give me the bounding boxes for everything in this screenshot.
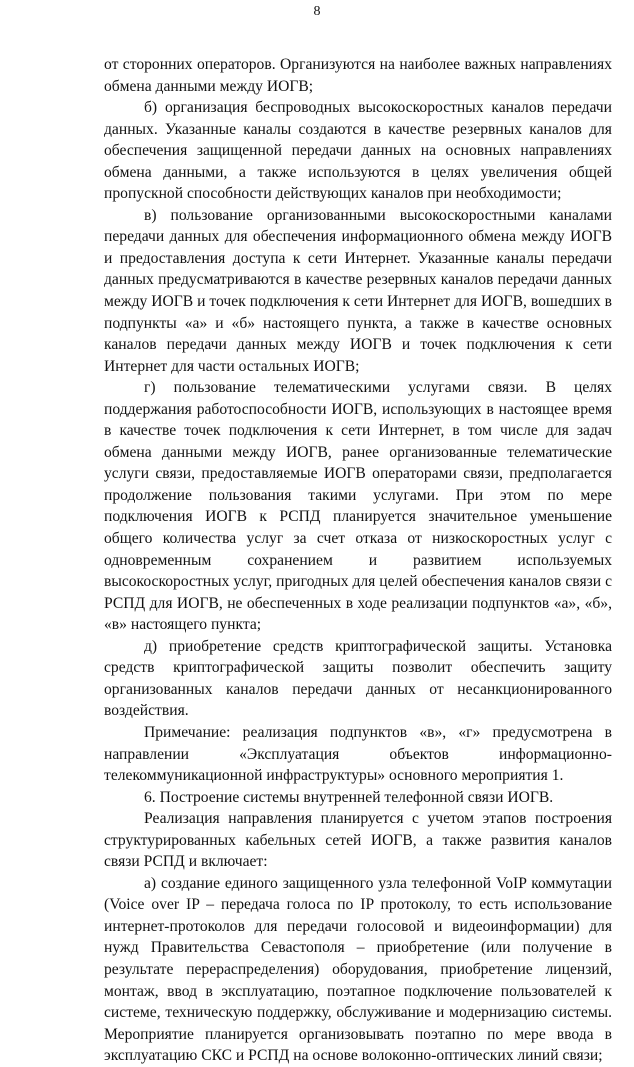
page-number: 8 [313, 4, 321, 19]
paragraph-continuation: от сторонних операторов. Организуются на наиболее важных направлениях обмена данными между ИОГВ; [104, 56, 612, 95]
section-heading-6: 6. Построение системы внутренней телефонной связи ИОГВ. [144, 788, 554, 806]
body-text [104, 54, 612, 1067]
paragraph-item-d: д) приобретение средств криптографической защиты. Установка средств криптографической защиты позволит обеспечить защиту организованных каналов передачи данных от несанкционированного воздействия. [104, 637, 612, 720]
paragraph-item-b: б) организация беспроводных высокоскоростных каналов передачи данных. Указанные каналы создаются в качестве резервных каналов для обеспечения защищенной передачи данных на основных направлениях обмена данными, а также используются в целях увеличения общей пропускной способности действующих каналов при необходимости; [104, 99, 612, 203]
paragraph-item-v: в) пользование организованными высокоскоростными каналами передачи данных для обеспечения информационного обмена между ИОГВ и предоставления доступа к сети Интернет. Указанные каналы передачи данных предусматриваются в качестве резервных каналов передачи данных между ИОГВ и точек подключения к сети Интернет для ИОГВ, вошедших в подпункты «а» и «б» настоящего пункта, а также в качестве основных каналов передачи данных между ИОГВ и точек подключения к сети Интернет для части остальных ИОГВ; [104, 206, 612, 375]
paragraph-section-intro: Реализация направления планируется с учетом этапов построения структурированных кабельных сетей ИОГВ, а также развития каналов связи РСПД и включает: [104, 810, 612, 871]
paragraph-item-g: г) пользование телематическими услугами связи. В целях поддержания работоспособности ИОГВ, использующих в настоящее время в качестве точек подключения к сети Интернет, в том числе для задач обмена данными между ИОГВ, ранее организованные телематические услуги связи, предоставляемые ИОГВ операторами связи, предполагается продолжение пользования такими услугами. При этом по мере подключения ИОГВ к РСПД планируется значительное уменьшение общего количества услуг за счет отказа от низкоскоростных услуг с одновременным сохранением и развитием используемых высокоскоростных услуг, пригодных для целей обеспечения каналов связи с РСПД для ИОГВ, не обеспеченных в ходе реализации подпунктов «а», «б», «в» настоящего пункта; [104, 379, 612, 634]
paragraph-item-a-voip: а) создание единого защищенного узла телефонной VoIP коммутации (Voice over IP – передача голоса по IP протоколу, то есть использование интернет-протоколов для передачи голосовой и видеоинформации) для нужд Правительства Севастополя – приобретение (или получение в результате перераспределения) оборудования, приобретение лицензий, монтаж, ввод в эксплуатацию, поэтапное подключение пользователей к системе, техническую поддержку, обслуживание и модернизацию системы. Мероприятие планируется организовывать поэтапно по мере ввода в эксплуатацию СКС и РСПД на основе волоконно-оптических линий связи; [104, 874, 612, 1065]
paragraph-note: Примечание: реализация подпунктов «в», «г» предусмотрена в направлении «Эксплуатация объектов информационно-телекоммуникационной инфраструктуры» основного мероприятия 1. [104, 723, 612, 785]
